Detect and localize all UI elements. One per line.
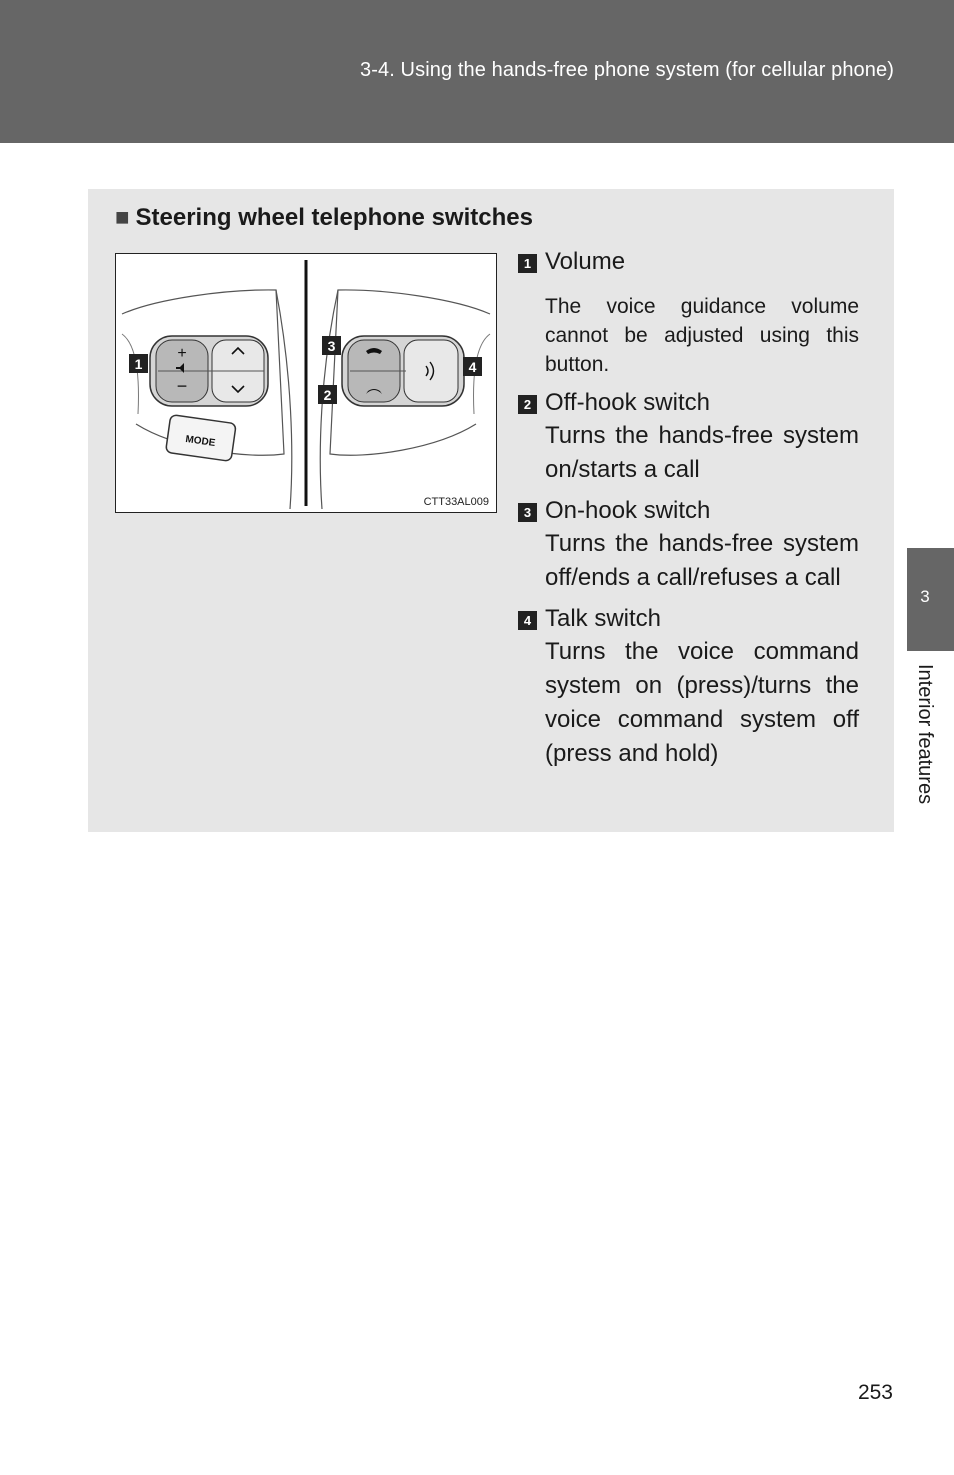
callout-4-label: 4 <box>468 359 477 375</box>
list-item-volume <box>518 246 859 379</box>
left-wheel-rim <box>122 334 138 414</box>
chapter-section-title: 3-4. Using the hands-free phone system (for cellular phone) <box>360 59 894 81</box>
chapter-label: Interior features <box>914 664 936 805</box>
callout-2 <box>318 385 337 404</box>
callout-1-label: 1 <box>134 356 143 372</box>
item-title: Volume <box>545 248 626 275</box>
section-heading <box>115 204 533 232</box>
header-band <box>0 0 954 143</box>
page-number: 253 <box>857 1381 893 1404</box>
item-number-badge: 1 <box>518 254 537 273</box>
plus-icon: + <box>177 345 187 362</box>
callout-1 <box>129 354 148 373</box>
steering-switches-illustration <box>115 253 497 513</box>
talk-button <box>404 340 458 402</box>
left-spoke-edge <box>276 290 292 509</box>
square-bullet-icon: ■ <box>115 204 130 231</box>
item-title: Talk switch <box>545 605 662 632</box>
switch-description-list <box>518 246 859 779</box>
callout-4 <box>463 357 482 376</box>
callout-2-label: 2 <box>323 387 332 403</box>
callout-3-label: 3 <box>327 338 336 354</box>
section-heading-text: Steering wheel telephone switches <box>135 204 533 231</box>
item-title: Off-hook switch <box>545 389 710 416</box>
list-item-off-hook <box>518 387 859 487</box>
item-title: On-hook switch <box>545 497 711 524</box>
steering-switches-drawing <box>116 254 496 512</box>
chapter-number: 3 <box>920 587 930 606</box>
list-item-on-hook <box>518 495 859 595</box>
figure-id: CTT33AL009 <box>423 496 489 508</box>
item-number-badge: 4 <box>518 611 537 630</box>
list-item-talk <box>518 603 859 771</box>
chapter-tab <box>907 548 954 651</box>
item-description: The voice guidance volume cannot be adjusted using this button. <box>545 295 859 376</box>
item-number-badge: 3 <box>518 503 537 522</box>
mode-button <box>166 415 237 462</box>
item-description: Turns the hands-free system off/ends a call/refuses a call <box>545 530 859 591</box>
item-description: Turns the hands-free system on/starts a call <box>545 422 859 483</box>
mode-label: MODE <box>184 433 216 449</box>
item-description: Turns the voice command system on (press)/turns the voice command system off (press and hold) <box>545 638 859 767</box>
item-number-badge: 2 <box>518 395 537 414</box>
callout-3 <box>322 336 341 355</box>
minus-icon: − <box>176 376 188 396</box>
section-box <box>88 189 894 832</box>
